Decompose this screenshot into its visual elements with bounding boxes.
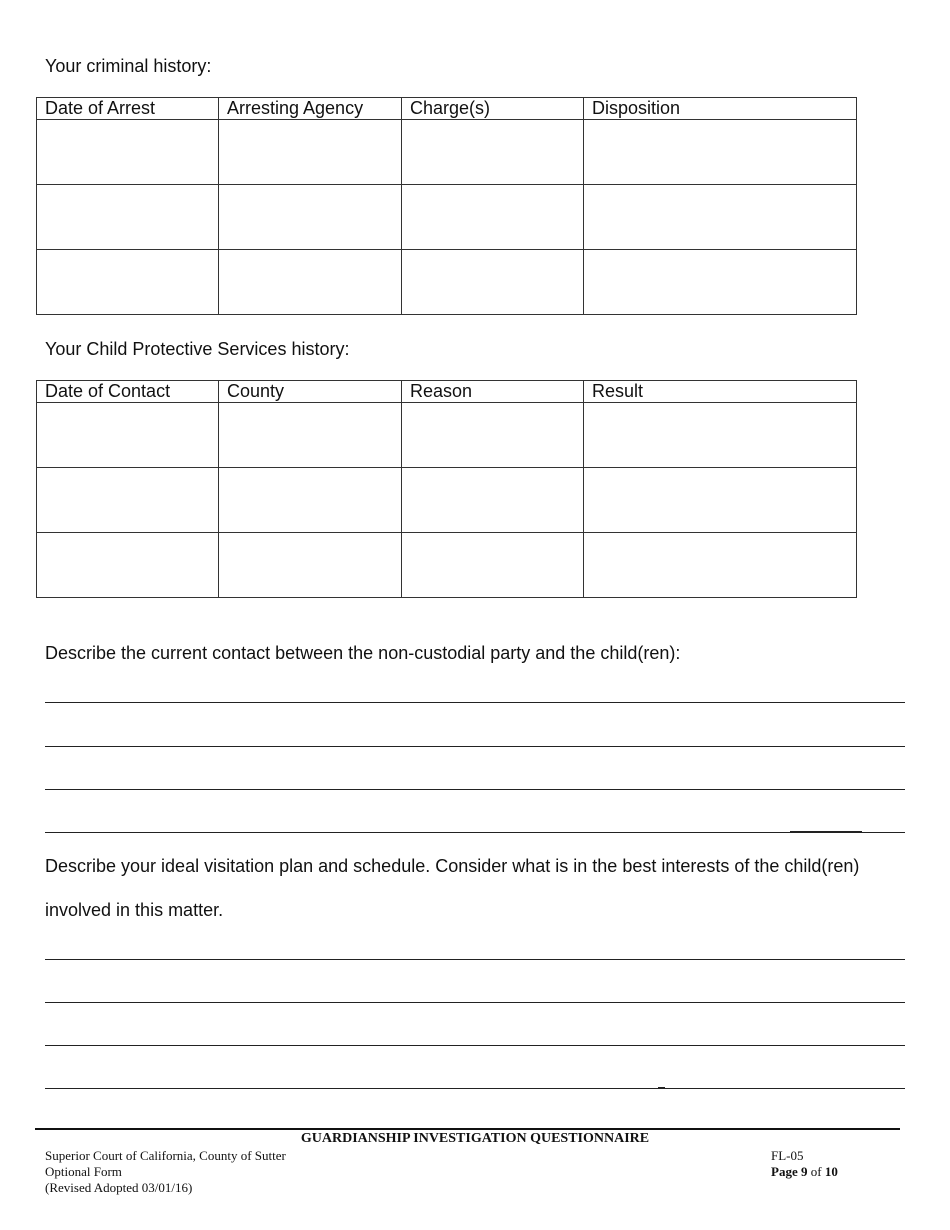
table-cell[interactable] [584, 250, 857, 315]
column-header-disposition: Disposition [584, 98, 857, 120]
cps-history-table [36, 380, 857, 598]
visitation-prompt-line-1: Describe your ideal visitation plan and schedule. Consider what is in the best interests of the child(ren) [45, 856, 860, 876]
column-header-date-of-contact: Date of Contact [37, 381, 219, 403]
column-header-reason: Reason [402, 381, 584, 403]
table-header-row [37, 98, 857, 120]
table-row [37, 120, 857, 185]
contact-answer-line-3[interactable] [45, 789, 905, 790]
table-cell[interactable] [219, 250, 402, 315]
table-cell[interactable] [584, 533, 857, 598]
court-name: Superior Court of California, County of Sutter [45, 1148, 286, 1163]
line-mark [790, 831, 862, 833]
table-cell[interactable] [219, 403, 402, 468]
visitation-answer-line-4[interactable] [45, 1088, 905, 1089]
criminal-history-table [36, 97, 857, 315]
visitation-prompt-line-2: involved in this matter. [45, 900, 224, 920]
revision-date: (Revised Adopted 03/01/16) [45, 1180, 193, 1195]
table-cell[interactable] [584, 120, 857, 185]
footer-form-info [771, 1148, 838, 1180]
table-row [37, 250, 857, 315]
column-header-date-of-arrest: Date of Arrest [37, 98, 219, 120]
table-cell[interactable] [37, 185, 219, 250]
table-cell[interactable] [37, 120, 219, 185]
table-row [37, 468, 857, 533]
table-cell[interactable] [37, 250, 219, 315]
table-cell[interactable] [402, 533, 584, 598]
contact-answer-line-4[interactable] [45, 832, 905, 833]
line-mark [658, 1087, 665, 1089]
visitation-answer-line-3[interactable] [45, 1045, 905, 1046]
visitation-answer-line-1[interactable] [45, 959, 905, 960]
table-cell[interactable] [219, 120, 402, 185]
current-contact-prompt: Describe the current contact between the non-custodial party and the child(ren): [45, 643, 681, 663]
table-cell[interactable] [219, 468, 402, 533]
form-id: FL-05 [771, 1148, 804, 1163]
criminal-history-heading: Your criminal history: [45, 56, 212, 76]
table-row [37, 533, 857, 598]
optional-form-label: Optional Form [45, 1164, 122, 1179]
footer-court-info [45, 1148, 286, 1196]
cps-history-heading: Your Child Protective Services history: [45, 339, 350, 359]
table-cell[interactable] [402, 403, 584, 468]
column-header-charges: Charge(s) [402, 98, 584, 120]
contact-answer-line-1[interactable] [45, 702, 905, 703]
visitation-answer-line-2[interactable] [45, 1002, 905, 1003]
table-cell[interactable] [584, 403, 857, 468]
page-number: Page 9 of 10 [771, 1164, 838, 1179]
footer-divider [35, 1128, 900, 1130]
table-row [37, 185, 857, 250]
table-cell[interactable] [219, 533, 402, 598]
table-row [37, 403, 857, 468]
table-cell[interactable] [584, 468, 857, 533]
contact-answer-line-2[interactable] [45, 746, 905, 747]
table-header-row [37, 381, 857, 403]
table-cell[interactable] [37, 403, 219, 468]
table-cell[interactable] [37, 468, 219, 533]
table-cell[interactable] [37, 533, 219, 598]
table-cell[interactable] [402, 120, 584, 185]
table-cell[interactable] [402, 250, 584, 315]
table-cell[interactable] [219, 185, 402, 250]
column-header-county: County [219, 381, 402, 403]
table-cell[interactable] [584, 185, 857, 250]
column-header-arresting-agency: Arresting Agency [219, 98, 402, 120]
table-cell[interactable] [402, 185, 584, 250]
column-header-result: Result [584, 381, 857, 403]
form-title: GUARDIANSHIP INVESTIGATION QUESTIONNAIRE [300, 1131, 650, 1146]
table-cell[interactable] [402, 468, 584, 533]
